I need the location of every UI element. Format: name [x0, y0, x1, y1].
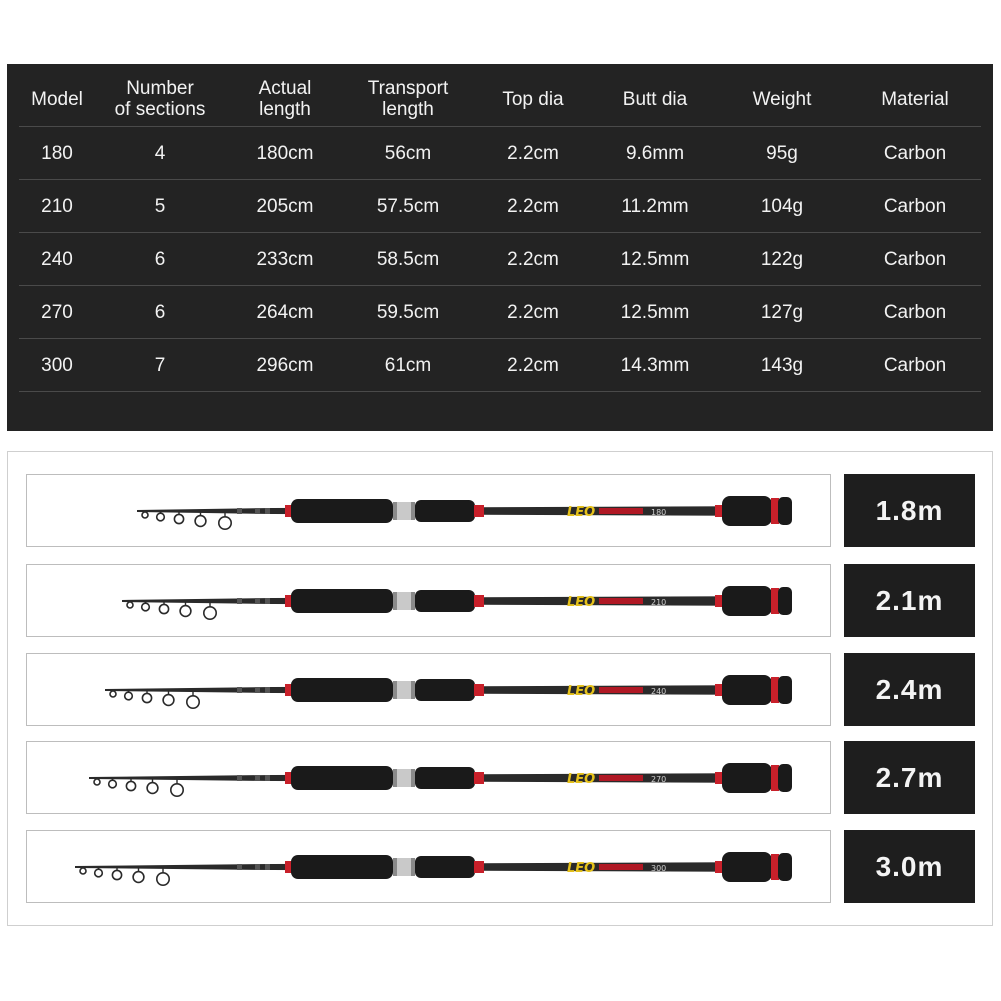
- rod-ferrule: [265, 508, 270, 514]
- cell-top-dia: 2.2cm: [471, 233, 595, 286]
- header-material: Material: [849, 72, 981, 127]
- rod-guide-icon: [195, 516, 206, 527]
- butt-grip: [722, 586, 772, 616]
- cell-model: 300: [19, 339, 95, 392]
- cell-butt-dia: 12.5mm: [595, 233, 715, 286]
- rod-ferrule: [265, 775, 270, 781]
- red-ring: [285, 505, 292, 517]
- cell-top-dia: 2.2cm: [471, 339, 595, 392]
- fore-grip: [291, 499, 393, 523]
- model-mark-text: 240: [651, 687, 667, 696]
- rod-guide-icon: [80, 868, 86, 874]
- brand-logo-text: LEO: [567, 595, 596, 610]
- rod-ferrule: [237, 864, 242, 870]
- cell-material: Carbon: [849, 180, 981, 233]
- rod-image-270: [26, 741, 831, 814]
- fore-grip: [291, 855, 393, 879]
- red-ring: [715, 772, 723, 784]
- butt-grip: [722, 675, 772, 705]
- cell-top-dia: 2.2cm: [471, 127, 595, 180]
- rod-guide-icon: [125, 692, 133, 700]
- model-mark-text: 300: [651, 864, 667, 873]
- cell-material: Carbon: [849, 286, 981, 339]
- cell-transport-length: 61cm: [345, 339, 471, 392]
- rod-guide-icon: [204, 607, 216, 619]
- header-butt-dia: Butt dia: [595, 72, 715, 127]
- cell-actual-length: 180cm: [225, 127, 345, 180]
- butt-cap: [778, 587, 792, 615]
- rod-guide-icon: [133, 872, 144, 883]
- cell-model: 270: [19, 286, 95, 339]
- red-ring: [474, 861, 484, 873]
- red-ring: [285, 595, 292, 607]
- butt-grip: [722, 852, 772, 882]
- cell-sections: 6: [95, 233, 225, 286]
- butt-cap: [778, 853, 792, 881]
- logo-stripe: [599, 687, 643, 693]
- rod-drawing: [27, 654, 830, 725]
- rod-image-240: [26, 653, 831, 726]
- cell-transport-length: 56cm: [345, 127, 471, 180]
- butt-grip: [722, 763, 772, 793]
- rod-drawing: [27, 475, 830, 546]
- rod-guide-icon: [163, 695, 174, 706]
- rods-panel: [7, 451, 993, 926]
- cell-weight: 127g: [715, 286, 849, 339]
- butt-cap-ring: [771, 854, 779, 880]
- cell-material: Carbon: [849, 127, 981, 180]
- rod-guide-icon: [157, 873, 169, 885]
- cell-actual-length: 205cm: [225, 180, 345, 233]
- rod-image-300: [26, 830, 831, 903]
- length-tag-240: 2.4m: [844, 653, 975, 726]
- model-mark-text: 180: [651, 508, 667, 517]
- rod-guide-icon: [112, 870, 121, 879]
- header-transport-length: Transport length: [345, 72, 471, 127]
- rod-ferrule: [255, 775, 260, 781]
- cell-model: 180: [19, 127, 95, 180]
- length-tag-180: 1.8m: [844, 474, 975, 547]
- rod-guide-icon: [127, 602, 133, 608]
- cell-weight: 104g: [715, 180, 849, 233]
- table-row: [19, 286, 981, 339]
- logo-stripe: [599, 508, 643, 514]
- cell-sections: 6: [95, 286, 225, 339]
- butt-cap-ring: [771, 765, 779, 791]
- rod-drawing: [27, 831, 830, 902]
- header-weight: Weight: [715, 72, 849, 127]
- rod-drawing: [27, 565, 830, 636]
- rod-guide-icon: [171, 784, 183, 796]
- butt-cap-ring: [771, 677, 779, 703]
- red-ring: [474, 684, 484, 696]
- cell-butt-dia: 12.5mm: [595, 286, 715, 339]
- rod-image-180: [26, 474, 831, 547]
- brand-logo-text: LEO: [567, 772, 596, 787]
- rod-guide-icon: [180, 606, 191, 617]
- rod-ferrule: [255, 598, 260, 604]
- rod-guide-icon: [159, 604, 168, 613]
- cell-weight: 143g: [715, 339, 849, 392]
- butt-cap-ring: [771, 588, 779, 614]
- red-ring: [715, 595, 723, 607]
- rod-ferrule: [265, 598, 270, 604]
- cell-transport-length: 57.5cm: [345, 180, 471, 233]
- cell-butt-dia: 9.6mm: [595, 127, 715, 180]
- header-model: Model: [19, 72, 95, 127]
- table-row: [19, 127, 981, 180]
- length-tag-300: 3.0m: [844, 830, 975, 903]
- rod-guide-icon: [219, 517, 231, 529]
- red-ring: [715, 505, 723, 517]
- cell-material: Carbon: [849, 339, 981, 392]
- red-ring: [474, 505, 484, 517]
- rod-ferrule: [265, 864, 270, 870]
- cell-model: 210: [19, 180, 95, 233]
- brand-logo-text: LEO: [567, 861, 596, 876]
- cell-weight: 122g: [715, 233, 849, 286]
- rod-guide-icon: [95, 869, 103, 877]
- table-row: [19, 339, 981, 392]
- cell-model: 240: [19, 233, 95, 286]
- cell-sections: 5: [95, 180, 225, 233]
- brand-logo-text: LEO: [567, 505, 596, 520]
- cell-transport-length: 59.5cm: [345, 286, 471, 339]
- header-actual-length: Actual length: [225, 72, 345, 127]
- spec-table: [19, 72, 981, 392]
- butt-cap: [778, 497, 792, 525]
- rod-ferrule: [255, 687, 260, 693]
- spec-header-row: [19, 72, 981, 127]
- mid-grip: [415, 856, 475, 878]
- length-tag-270: 2.7m: [844, 741, 975, 814]
- spec-panel: [7, 64, 993, 431]
- model-mark-text: 270: [651, 775, 667, 784]
- cell-transport-length: 58.5cm: [345, 233, 471, 286]
- mid-grip: [415, 679, 475, 701]
- rod-guide-icon: [187, 696, 199, 708]
- cell-top-dia: 2.2cm: [471, 286, 595, 339]
- butt-cap: [778, 764, 792, 792]
- length-tag-210: 2.1m: [844, 564, 975, 637]
- rod-guide-icon: [142, 512, 148, 518]
- rod-guide-icon: [142, 603, 150, 611]
- table-row: [19, 233, 981, 286]
- rod-drawing: [27, 742, 830, 813]
- rod-image-210: [26, 564, 831, 637]
- cell-sections: 4: [95, 127, 225, 180]
- rod-guide-icon: [157, 513, 165, 521]
- logo-stripe: [599, 864, 643, 870]
- rod-ferrule: [255, 508, 260, 514]
- rod-ferrule: [255, 864, 260, 870]
- mid-grip: [415, 590, 475, 612]
- rod-guide-icon: [110, 691, 116, 697]
- cell-butt-dia: 11.2mm: [595, 180, 715, 233]
- cell-material: Carbon: [849, 233, 981, 286]
- butt-cap: [778, 676, 792, 704]
- logo-stripe: [599, 598, 643, 604]
- brand-logo-text: LEO: [567, 684, 596, 699]
- header-top-dia: Top dia: [471, 72, 595, 127]
- fore-grip: [291, 766, 393, 790]
- cell-actual-length: 296cm: [225, 339, 345, 392]
- butt-cap-ring: [771, 498, 779, 524]
- mid-grip: [415, 767, 475, 789]
- mid-grip: [415, 500, 475, 522]
- fore-grip: [291, 678, 393, 702]
- rod-guide-icon: [142, 693, 151, 702]
- rod-guide-icon: [109, 780, 117, 788]
- logo-stripe: [599, 775, 643, 781]
- table-row: [19, 180, 981, 233]
- red-ring: [474, 595, 484, 607]
- red-ring: [474, 772, 484, 784]
- rod-ferrule: [237, 598, 242, 604]
- model-mark-text: 210: [651, 598, 667, 607]
- cell-actual-length: 233cm: [225, 233, 345, 286]
- rod-guide-icon: [94, 779, 100, 785]
- fore-grip: [291, 589, 393, 613]
- rod-guide-icon: [147, 783, 158, 794]
- butt-grip: [722, 496, 772, 526]
- red-ring: [715, 684, 723, 696]
- rod-ferrule: [237, 687, 242, 693]
- red-ring: [285, 772, 292, 784]
- rod-ferrule: [265, 687, 270, 693]
- rod-guide-icon: [174, 514, 183, 523]
- rod-ferrule: [237, 775, 242, 781]
- cell-sections: 7: [95, 339, 225, 392]
- cell-actual-length: 264cm: [225, 286, 345, 339]
- red-ring: [715, 861, 723, 873]
- cell-weight: 95g: [715, 127, 849, 180]
- cell-butt-dia: 14.3mm: [595, 339, 715, 392]
- rod-ferrule: [237, 508, 242, 514]
- cell-top-dia: 2.2cm: [471, 180, 595, 233]
- header-sections: Number of sections: [95, 72, 225, 127]
- red-ring: [285, 684, 292, 696]
- red-ring: [285, 861, 292, 873]
- rod-guide-icon: [126, 781, 135, 790]
